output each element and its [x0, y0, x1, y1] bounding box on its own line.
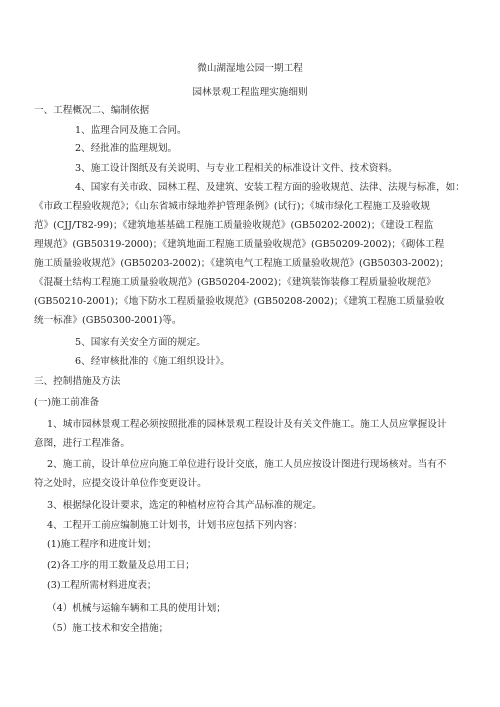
- paragraph-line: 意图，进行工程准备。: [34, 438, 130, 449]
- paragraph-line: 《混凝土结构工程施工质量验收规范》(GB50204-2002)；《建筑装饰装修工程质量验收规范》: [34, 277, 436, 288]
- list-item: （5）施工技术和安全措施；: [47, 623, 169, 634]
- paragraph-line: 符之处时，应提交设计单位作变更设计。: [34, 478, 207, 489]
- list-item: 3、施工设计图纸及有关说明、与专业工程相关的标准设计文件、技术资料。: [75, 163, 398, 174]
- list-item: (3)工程所需材料进度表；: [47, 580, 157, 591]
- paragraph-line: 4、国家有关市政、园林工程、及建筑、安装工程方面的验收规范、法律、法规与标准，如：: [75, 182, 465, 193]
- paragraph-line: 2、施工前，设计单位应向施工单位进行设计交底，施工人员应按设计图进行现场核对。当有不: [47, 459, 447, 470]
- list-item: 6、经审核批准的《施工组织设计》。: [75, 356, 230, 367]
- paragraph-line: (GB50210-2001)；《地下防水工程质量验收规范》(GB50208-2002)；《建筑工程施工质量验收: [34, 296, 445, 307]
- list-item: (2)各工序的用工数量及总用工日；: [47, 560, 195, 571]
- paragraph-line: 理规范》(GB50319-2000)；《建筑地面工程施工质量验收规范》(GB50209-2002)；《砌体工程: [34, 239, 445, 250]
- paragraph-line: 《市政工程验收规范》；《山东省城市绿地养护管理条例》(试行)；《城市绿化工程施工及验收规: [34, 201, 431, 212]
- section-heading: 一、工程概况二、编制依据: [34, 105, 150, 116]
- document-title: 微山湖湿地公园一期工程: [197, 63, 303, 74]
- list-item: (1)施工程序和进度计划；: [47, 539, 157, 550]
- document-subtitle: 园林景观工程监理实施细则: [192, 87, 308, 98]
- list-item: 1、监理合同及施工合同。: [75, 125, 187, 136]
- list-item: 2、经批准的监理规划。: [75, 143, 178, 154]
- paragraph-line: 3、根据绿化设计要求，选定的种植材应符合其产品标准的规定。: [47, 500, 322, 511]
- list-item: 5、国家有关安全方面的规定。: [75, 337, 206, 348]
- paragraph-line: 范》(CJJ/T82-99)；《建筑地基基础工程施工质量验收规范》(GB50202-2002)；《建设工程监: [34, 220, 434, 231]
- subsection-heading: (一)施工前准备: [34, 397, 100, 408]
- list-item: （4）机械与运输车辆和工具的使用计划；: [47, 603, 226, 614]
- paragraph-line: 施工质量验收规范》(GB50203-2002)；《建筑电气工程施工质量验收规范》(GB50303-2002)；: [34, 258, 449, 269]
- paragraph-line: 4、工程开工前应编制施工计划书，计划书应包括下列内容：: [47, 520, 303, 531]
- paragraph-line: 1、城市园林景观工程必须按照批准的园林景观工程设计及有关文件施工。施工人员应掌握设计: [47, 419, 447, 430]
- paragraph-line: 统一标准》(GB50300-2001)等。: [34, 315, 182, 326]
- section-heading: 三、控制措施及方法: [34, 376, 121, 387]
